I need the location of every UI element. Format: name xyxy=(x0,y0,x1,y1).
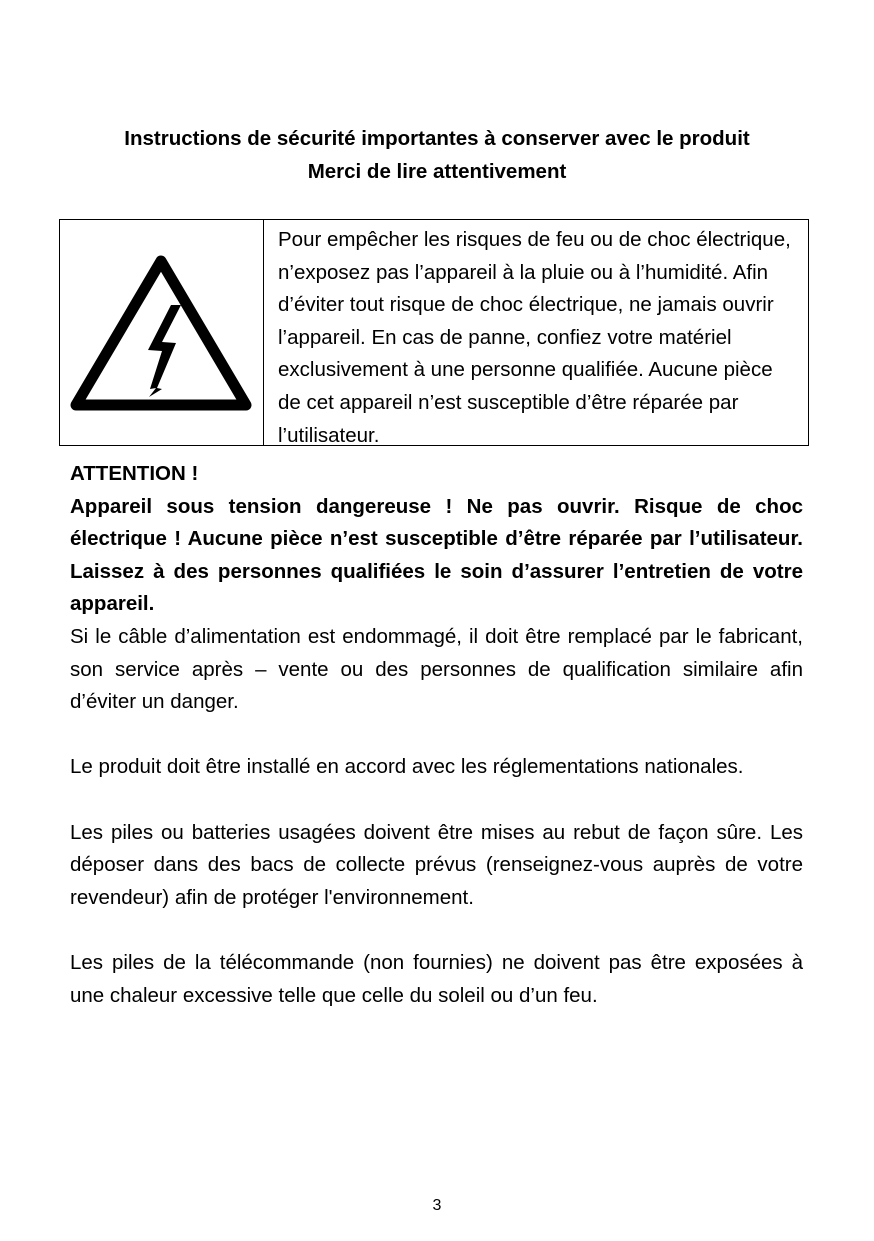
batteries-paragraph: Les piles ou batteries usagées doivent être mises au rebut de façon sûre. Les déposer dans des bacs de collecte prévus (renseignez-vous auprès de votre revendeur) afin de protéger l'environnement. xyxy=(70,820,803,909)
title-line-2: Merci de lire attentivement xyxy=(307,160,567,183)
warning-text: Pour empêcher les risques de feu ou de choc électrique, n’exposez pas l’appareil à la pluie ou à l’humidité. Afin d’éviter tout risque de choc électrique, ne jamais ouvrir l’appareil. En cas de panne, confiez votre matériel exclusivement à une personne qualifiée. Aucune pièce de cet appareil n’est susceptible d’être réparée par l’utilisateur. xyxy=(278,228,791,447)
attention-text: Appareil sous tension dangereuse ! Ne pas ouvrir. Risque de choc électrique ! Aucune pièce n’est susceptible d’être réparée par l’utilisateur. Laissez à des personnes qualifiées le soin d’assurer l’entretien de votre appareil. xyxy=(70,494,803,616)
attention-heading: ATTENTION ! xyxy=(70,462,199,485)
warning-table xyxy=(59,219,809,446)
page-title xyxy=(0,122,874,188)
remote-paragraph: Les piles de la télécommande (non fournies) ne doivent pas être exposées à une chaleur excessive telle que celle du soleil ou d’un feu. xyxy=(70,950,803,1007)
cable-paragraph: Si le câble d’alimentation est endommagé, il doit être remplacé par le fabricant, son service après – vente ou des personnes de qualification similaire afin d’éviter un danger. xyxy=(70,624,803,714)
installation-paragraph: Le produit doit être installé en accord avec les réglementations nationales. xyxy=(70,755,744,779)
high-voltage-warning-icon xyxy=(70,255,252,415)
page-number: 3 xyxy=(432,1197,442,1214)
title-line-1: Instructions de sécurité importantes à conserver avec le produit xyxy=(124,127,750,150)
warning-icon-cell xyxy=(60,220,264,445)
body-text xyxy=(70,458,803,1012)
